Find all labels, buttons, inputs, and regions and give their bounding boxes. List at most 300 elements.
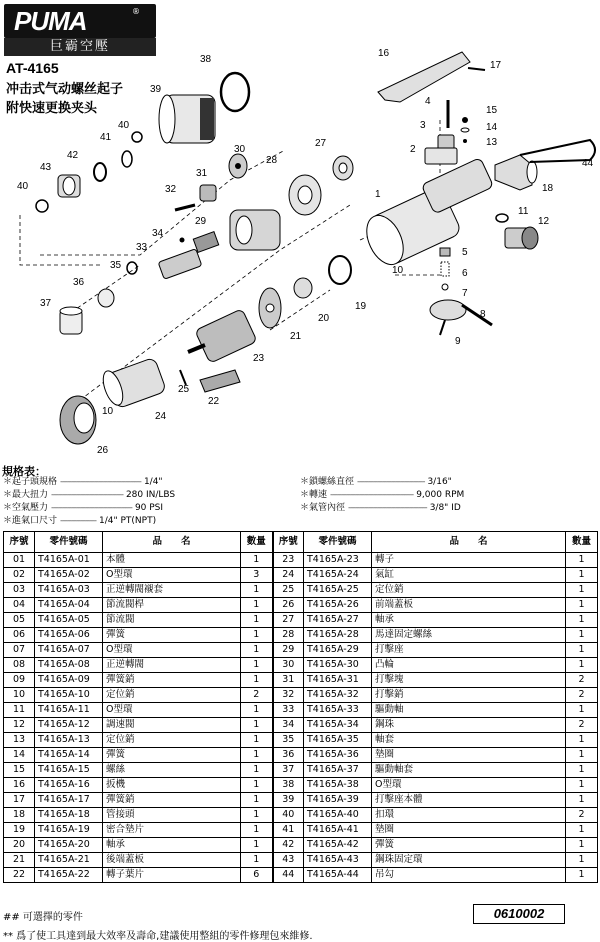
callout-26: 26 bbox=[97, 445, 109, 456]
cell-part-number: T4165A-23 bbox=[304, 553, 372, 568]
exploded-diagram bbox=[0, 40, 600, 460]
cell-no: 34 bbox=[273, 718, 304, 733]
cell-part-number: T4165A-33 bbox=[304, 703, 372, 718]
cell-part-name: 馬達固定螺絲 bbox=[372, 628, 566, 643]
cell-part-number: T4165A-01 bbox=[35, 553, 103, 568]
document-number: 0610002 bbox=[473, 904, 565, 924]
spec-label: ＊空氣壓力 bbox=[3, 503, 49, 513]
cell-part-number: T4165A-38 bbox=[304, 778, 372, 793]
table-row bbox=[4, 868, 598, 883]
cell-qty: 1 bbox=[241, 763, 273, 778]
spec-label: ＊氣管內徑 bbox=[300, 503, 346, 513]
cell-part-name: 後端蓋板 bbox=[103, 853, 241, 868]
callout-15: 15 bbox=[486, 105, 498, 116]
callout-10-left: 10 bbox=[102, 406, 114, 417]
cell-qty: 2 bbox=[566, 673, 598, 688]
spec-value: 1/4" bbox=[143, 477, 163, 487]
part-36-washer bbox=[98, 289, 114, 307]
cell-part-number: T4165A-39 bbox=[304, 793, 372, 808]
part-16-trigger bbox=[378, 52, 470, 102]
specs-title: 規格表： bbox=[2, 465, 46, 478]
repair-kit-note: ** 爲了使工具達到最大效率及壽命,建議使用整組的零件修理包來維修. bbox=[3, 931, 313, 942]
cell-no: 41 bbox=[273, 823, 304, 838]
table-row bbox=[4, 583, 598, 598]
spec-value: 3/16" bbox=[427, 477, 452, 487]
cell-qty: 1 bbox=[241, 838, 273, 853]
cell-qty: 1 bbox=[566, 628, 598, 643]
cell-part-number: T4165A-18 bbox=[35, 808, 103, 823]
cell-part-name: 墊圈 bbox=[372, 823, 566, 838]
callout-16: 16 bbox=[378, 48, 390, 59]
cell-part-name: O型環 bbox=[103, 643, 241, 658]
cell-part-name: 轉子 bbox=[372, 553, 566, 568]
header-name: 品 名 bbox=[372, 532, 566, 553]
cell-part-name: 驅動軸套 bbox=[372, 763, 566, 778]
cell-part-number: T4165A-43 bbox=[304, 853, 372, 868]
cell-part-name: 軸套 bbox=[372, 733, 566, 748]
callout-41: 41 bbox=[100, 132, 112, 143]
table-row bbox=[4, 628, 598, 643]
spec-inlet-size: ＊進氣口尺寸 ---------------- 1/4" PT(NPT) bbox=[3, 516, 157, 526]
table-row bbox=[4, 838, 598, 853]
spec-screw-diameter: ＊鎖螺絲直徑 ------------------------------ 3/16" bbox=[300, 477, 452, 487]
table-row bbox=[4, 853, 598, 868]
callout-5: 5 bbox=[462, 247, 468, 258]
cell-qty: 1 bbox=[241, 853, 273, 868]
cell-qty: 2 bbox=[566, 688, 598, 703]
callout-44: 44 bbox=[582, 158, 594, 169]
cell-qty: 1 bbox=[241, 598, 273, 613]
cell-part-name: 扣環 bbox=[372, 808, 566, 823]
cell-part-number: T4165A-15 bbox=[35, 763, 103, 778]
cell-part-name: 打擊座 bbox=[372, 643, 566, 658]
cell-part-name: 定位銷 bbox=[103, 688, 241, 703]
cell-no: 32 bbox=[273, 688, 304, 703]
callout-36: 36 bbox=[73, 277, 85, 288]
cell-qty: 1 bbox=[566, 583, 598, 598]
cell-part-number: T4165A-34 bbox=[304, 718, 372, 733]
cell-no: 28 bbox=[273, 628, 304, 643]
part-18-fitting bbox=[495, 155, 537, 190]
spec-value: 9,000 RPM bbox=[416, 490, 465, 500]
cell-no: 01 bbox=[4, 553, 35, 568]
callout-31: 31 bbox=[196, 168, 208, 179]
callout-1: 1 bbox=[375, 189, 381, 200]
cell-qty: 1 bbox=[241, 643, 273, 658]
table-row bbox=[4, 808, 598, 823]
cell-qty: 1 bbox=[566, 598, 598, 613]
cell-part-name: 彈簧 bbox=[103, 628, 241, 643]
part-21-rear-plate bbox=[259, 288, 281, 328]
cell-qty: 1 bbox=[566, 748, 598, 763]
spec-label: ＊轉速 bbox=[300, 490, 328, 500]
cell-no: 40 bbox=[273, 808, 304, 823]
callout-24: 24 bbox=[155, 411, 167, 422]
cell-part-number: T4165A-11 bbox=[35, 703, 103, 718]
header-part: 零件號碼 bbox=[304, 532, 372, 553]
cell-part-name: 螺絲 bbox=[103, 763, 241, 778]
cell-no: 14 bbox=[4, 748, 35, 763]
cell-no: 24 bbox=[273, 568, 304, 583]
cell-part-number: T4165A-10 bbox=[35, 688, 103, 703]
brand-name: PUMA bbox=[14, 6, 87, 36]
callout-29: 29 bbox=[195, 216, 207, 227]
cell-part-name: 管接頭 bbox=[103, 808, 241, 823]
cell-no: 44 bbox=[273, 868, 304, 883]
cell-part-number: T4165A-13 bbox=[35, 733, 103, 748]
spec-label: ＊起子頭規格 bbox=[3, 477, 58, 487]
cell-qty: 1 bbox=[241, 718, 273, 733]
part-24-cylinder bbox=[99, 357, 166, 409]
part-15-screw bbox=[462, 117, 468, 123]
spec-bit-size: ＊起子頭規格 ------------------------------------ 1/4" bbox=[3, 477, 163, 487]
cell-part-number: T4165A-16 bbox=[35, 778, 103, 793]
description-line-2: 附快速更换夹头 bbox=[6, 101, 98, 116]
table-row bbox=[4, 733, 598, 748]
cell-qty: 1 bbox=[566, 613, 598, 628]
callout-34: 34 bbox=[152, 228, 164, 239]
part-5-throttle bbox=[440, 248, 450, 256]
cell-qty: 1 bbox=[241, 658, 273, 673]
callout-7: 7 bbox=[462, 288, 468, 299]
cell-part-number: T4165A-22 bbox=[35, 868, 103, 883]
parts-table-body bbox=[4, 553, 598, 883]
part-32-pin bbox=[175, 205, 195, 210]
cell-part-number: T4165A-30 bbox=[304, 658, 372, 673]
cell-part-number: T4165A-12 bbox=[35, 718, 103, 733]
cell-part-number: T4165A-06 bbox=[35, 628, 103, 643]
cell-part-number: T4165A-42 bbox=[304, 838, 372, 853]
callout-35: 35 bbox=[110, 260, 122, 271]
cell-part-name: O型環 bbox=[372, 778, 566, 793]
cell-part-number: T4165A-17 bbox=[35, 793, 103, 808]
cell-no: 04 bbox=[4, 598, 35, 613]
callout-23: 23 bbox=[253, 353, 265, 364]
callout-6: 6 bbox=[462, 268, 468, 279]
cell-no: 36 bbox=[273, 748, 304, 763]
cell-part-number: T4165A-32 bbox=[304, 688, 372, 703]
cell-no: 12 bbox=[4, 718, 35, 733]
cell-part-name: 彈簧銷 bbox=[103, 793, 241, 808]
cell-part-name: O型環 bbox=[103, 703, 241, 718]
cell-no: 22 bbox=[4, 868, 35, 883]
spec-max-torque: ＊最大扭力 -------------------------------- 280 IN/LBS bbox=[3, 490, 176, 500]
cell-part-number: T4165A-27 bbox=[304, 613, 372, 628]
cell-part-name: 軸承 bbox=[103, 838, 241, 853]
cell-part-number: T4165A-04 bbox=[35, 598, 103, 613]
cell-no: 10 bbox=[4, 688, 35, 703]
parts-table bbox=[3, 531, 598, 883]
callout-43: 43 bbox=[40, 162, 52, 173]
table-row bbox=[4, 658, 598, 673]
cell-no: 02 bbox=[4, 568, 35, 583]
part-27-bearing bbox=[333, 156, 353, 180]
table-header-row bbox=[4, 532, 598, 553]
spec-label: ＊鎖螺絲直徑 bbox=[300, 477, 355, 487]
description-line-1: 冲击式气动螺丝起子 bbox=[6, 82, 124, 97]
callout-3: 3 bbox=[420, 120, 426, 131]
part-19-gasket bbox=[329, 256, 351, 284]
cell-part-name: 彈簧 bbox=[103, 748, 241, 763]
part-39-hammer-case bbox=[159, 95, 215, 143]
table-row bbox=[4, 673, 598, 688]
callout-27: 27 bbox=[315, 138, 327, 149]
callout-18: 18 bbox=[542, 183, 554, 194]
cell-part-name: 鋼珠固定環 bbox=[372, 853, 566, 868]
cell-no: 09 bbox=[4, 673, 35, 688]
part-7-oring bbox=[442, 284, 448, 290]
cell-part-number: T4165A-36 bbox=[304, 748, 372, 763]
cell-no: 25 bbox=[273, 583, 304, 598]
callout-12: 12 bbox=[538, 216, 550, 227]
cell-qty: 2 bbox=[241, 688, 273, 703]
table-row bbox=[4, 598, 598, 613]
cell-part-number: T4165A-07 bbox=[35, 643, 103, 658]
cell-part-name: 正逆轉閥襯套 bbox=[103, 583, 241, 598]
cell-qty: 1 bbox=[566, 778, 598, 793]
callout-19: 19 bbox=[355, 301, 367, 312]
cell-qty: 1 bbox=[241, 613, 273, 628]
callout-21: 21 bbox=[290, 331, 302, 342]
cell-no: 13 bbox=[4, 733, 35, 748]
part-42-spring bbox=[94, 163, 106, 181]
part-30-cam bbox=[229, 154, 247, 178]
cell-part-number: T4165A-20 bbox=[35, 838, 103, 853]
cell-no: 05 bbox=[4, 613, 35, 628]
cell-no: 26 bbox=[273, 598, 304, 613]
cell-no: 16 bbox=[4, 778, 35, 793]
cell-qty: 1 bbox=[566, 733, 598, 748]
part-40-clip-left bbox=[36, 200, 48, 212]
cell-part-number: T4165A-44 bbox=[304, 868, 372, 883]
spec-label: ＊進氣口尺寸 bbox=[3, 516, 58, 526]
table-row bbox=[4, 703, 598, 718]
table-row bbox=[4, 823, 598, 838]
part-12-speed-valve bbox=[505, 227, 538, 249]
cell-part-name: 打擊座本體 bbox=[372, 793, 566, 808]
callout-25: 25 bbox=[178, 384, 190, 395]
cell-qty: 1 bbox=[241, 808, 273, 823]
cell-no: 19 bbox=[4, 823, 35, 838]
cell-part-name: 扳機 bbox=[103, 778, 241, 793]
cell-qty: 1 bbox=[566, 643, 598, 658]
cell-qty: 1 bbox=[241, 733, 273, 748]
spec-value: 1/4" PT(NPT) bbox=[98, 516, 157, 526]
part-34-ball bbox=[180, 238, 185, 243]
callout-11: 11 bbox=[518, 206, 529, 217]
cell-part-name: 打擊塊 bbox=[372, 673, 566, 688]
table-row bbox=[4, 793, 598, 808]
callout-9: 9 bbox=[455, 336, 461, 347]
cell-part-number: T4165A-40 bbox=[304, 808, 372, 823]
callout-numbers bbox=[17, 48, 594, 456]
part-17-pin bbox=[468, 68, 485, 70]
cell-qty: 1 bbox=[241, 553, 273, 568]
cell-part-number: T4165A-02 bbox=[35, 568, 103, 583]
spec-value: 90 PSI bbox=[134, 503, 164, 513]
table-row bbox=[4, 613, 598, 628]
cell-part-number: T4165A-05 bbox=[35, 613, 103, 628]
cell-part-name: 吊勾 bbox=[372, 868, 566, 883]
cell-part-number: T4165A-41 bbox=[304, 823, 372, 838]
cell-no: 03 bbox=[4, 583, 35, 598]
cell-no: 23 bbox=[273, 553, 304, 568]
table-row bbox=[4, 688, 598, 703]
cell-no: 43 bbox=[273, 853, 304, 868]
cell-part-name: 轉子葉片 bbox=[103, 868, 241, 883]
cell-qty: 2 bbox=[566, 718, 598, 733]
callout-39: 39 bbox=[150, 84, 162, 95]
cell-part-name: 彈簧銷 bbox=[103, 673, 241, 688]
cell-part-number: T4165A-35 bbox=[304, 733, 372, 748]
part-28-plate bbox=[289, 175, 321, 215]
cell-part-name: 定位銷 bbox=[103, 733, 241, 748]
table-row bbox=[4, 778, 598, 793]
part-11-oring bbox=[496, 214, 508, 222]
cell-part-name: 定位銷 bbox=[372, 583, 566, 598]
cell-part-name: 打擊銷 bbox=[372, 688, 566, 703]
cell-qty: 1 bbox=[241, 778, 273, 793]
cell-qty: 1 bbox=[566, 763, 598, 778]
cell-no: 06 bbox=[4, 628, 35, 643]
header-part: 零件號碼 bbox=[35, 532, 103, 553]
cell-no: 31 bbox=[273, 673, 304, 688]
cell-qty: 1 bbox=[241, 793, 273, 808]
cell-qty: 1 bbox=[566, 568, 598, 583]
table-row bbox=[4, 568, 598, 583]
callout-8: 8 bbox=[480, 309, 486, 320]
callout-13: 13 bbox=[486, 137, 498, 148]
header-no: 序號 bbox=[273, 532, 304, 553]
cell-part-name: 凸輪 bbox=[372, 658, 566, 673]
cell-part-name: 密合墊片 bbox=[103, 823, 241, 838]
part-2-oring bbox=[425, 148, 457, 164]
header-qty: 數量 bbox=[241, 532, 273, 553]
cell-no: 39 bbox=[273, 793, 304, 808]
cell-part-number: T4165A-29 bbox=[304, 643, 372, 658]
cell-qty: 1 bbox=[241, 748, 273, 763]
cell-part-name: 驅動軸 bbox=[372, 703, 566, 718]
callout-38: 38 bbox=[200, 54, 212, 65]
part-6-spring bbox=[441, 262, 449, 276]
brand-subtitle: 巨霸空壓 bbox=[4, 38, 156, 56]
cell-qty: 3 bbox=[241, 568, 273, 583]
cell-no: 37 bbox=[273, 763, 304, 778]
part-20-bearing bbox=[294, 278, 312, 298]
callout-28: 28 bbox=[266, 155, 278, 166]
cell-part-name: O型環 bbox=[103, 568, 241, 583]
cell-part-name: 鋼珠 bbox=[372, 718, 566, 733]
callout-4: 4 bbox=[425, 96, 431, 107]
cell-qty: 1 bbox=[566, 838, 598, 853]
cell-no: 33 bbox=[273, 703, 304, 718]
cell-qty: 1 bbox=[241, 703, 273, 718]
table-row bbox=[4, 643, 598, 658]
cell-qty: 2 bbox=[566, 808, 598, 823]
logo-banner bbox=[4, 4, 156, 38]
cell-qty: 1 bbox=[241, 823, 273, 838]
callout-17: 17 bbox=[490, 60, 502, 71]
spec-air-pressure: ＊空氣壓力 ------------------------------------ 90 PSI bbox=[3, 503, 164, 513]
callout-14: 14 bbox=[486, 122, 498, 133]
cell-no: 29 bbox=[273, 643, 304, 658]
callout-32: 32 bbox=[165, 184, 177, 195]
cell-part-number: T4165A-21 bbox=[35, 853, 103, 868]
part-41-washer bbox=[122, 151, 132, 167]
optional-parts-note: ## 可選擇的零件 bbox=[3, 912, 83, 923]
cell-qty: 1 bbox=[566, 823, 598, 838]
callout-22: 22 bbox=[208, 396, 220, 407]
cell-part-number: T4165A-31 bbox=[304, 673, 372, 688]
part-26-front-plate bbox=[60, 396, 96, 444]
callout-40-top: 40 bbox=[118, 120, 130, 131]
cell-no: 08 bbox=[4, 658, 35, 673]
cell-part-number: T4165A-09 bbox=[35, 673, 103, 688]
part-1-body bbox=[360, 158, 494, 271]
header-name: 品 名 bbox=[103, 532, 241, 553]
cell-part-name: 調速閥 bbox=[103, 718, 241, 733]
callout-42: 42 bbox=[67, 150, 79, 161]
cell-part-number: T4165A-37 bbox=[304, 763, 372, 778]
callout-33: 33 bbox=[136, 242, 148, 253]
cell-qty: 1 bbox=[566, 553, 598, 568]
callout-2: 2 bbox=[410, 144, 416, 155]
table-row bbox=[4, 718, 598, 733]
cell-no: 15 bbox=[4, 763, 35, 778]
model-number: AT-4165 bbox=[6, 60, 59, 76]
part-29-hammer-frame bbox=[230, 210, 280, 250]
cell-qty: 1 bbox=[566, 793, 598, 808]
header-qty: 數量 bbox=[566, 532, 598, 553]
cell-no: 07 bbox=[4, 643, 35, 658]
cell-no: 27 bbox=[273, 613, 304, 628]
cell-part-name: 彈簧 bbox=[372, 838, 566, 853]
cell-part-number: T4165A-08 bbox=[35, 658, 103, 673]
cell-part-name: 節流閥桿 bbox=[103, 598, 241, 613]
part-13-pin bbox=[463, 139, 467, 143]
cell-part-name: 正逆轉閥 bbox=[103, 658, 241, 673]
cell-no: 18 bbox=[4, 808, 35, 823]
spec-value: 3/8" ID bbox=[429, 503, 461, 513]
cell-no: 20 bbox=[4, 838, 35, 853]
cell-qty: 1 bbox=[566, 703, 598, 718]
cell-qty: 1 bbox=[566, 853, 598, 868]
table-row bbox=[4, 763, 598, 778]
spec-speed: ＊轉速 ------------------------------------- 9,000 RPM bbox=[300, 490, 465, 500]
cell-qty: 6 bbox=[241, 868, 273, 883]
cell-part-name: 節流閥 bbox=[103, 613, 241, 628]
part-25-pin bbox=[180, 370, 186, 385]
callout-40-left: 40 bbox=[17, 181, 29, 192]
table-row bbox=[4, 553, 598, 568]
callout-20: 20 bbox=[318, 313, 330, 324]
callout-10-right: 10 bbox=[392, 265, 404, 276]
cell-qty: 1 bbox=[241, 628, 273, 643]
cell-no: 17 bbox=[4, 793, 35, 808]
part-43-ring bbox=[58, 175, 80, 197]
cell-qty: 1 bbox=[566, 868, 598, 883]
cell-part-number: T4165A-28 bbox=[304, 628, 372, 643]
part-9-spring-pin bbox=[440, 320, 445, 335]
cell-part-number: T4165A-24 bbox=[304, 568, 372, 583]
part-38-oring bbox=[221, 73, 249, 111]
cell-qty: 1 bbox=[241, 673, 273, 688]
cell-part-number: T4165A-03 bbox=[35, 583, 103, 598]
header-no: 序號 bbox=[4, 532, 35, 553]
cell-no: 11 bbox=[4, 703, 35, 718]
callout-37: 37 bbox=[40, 298, 52, 309]
cell-part-name: 前端蓋板 bbox=[372, 598, 566, 613]
